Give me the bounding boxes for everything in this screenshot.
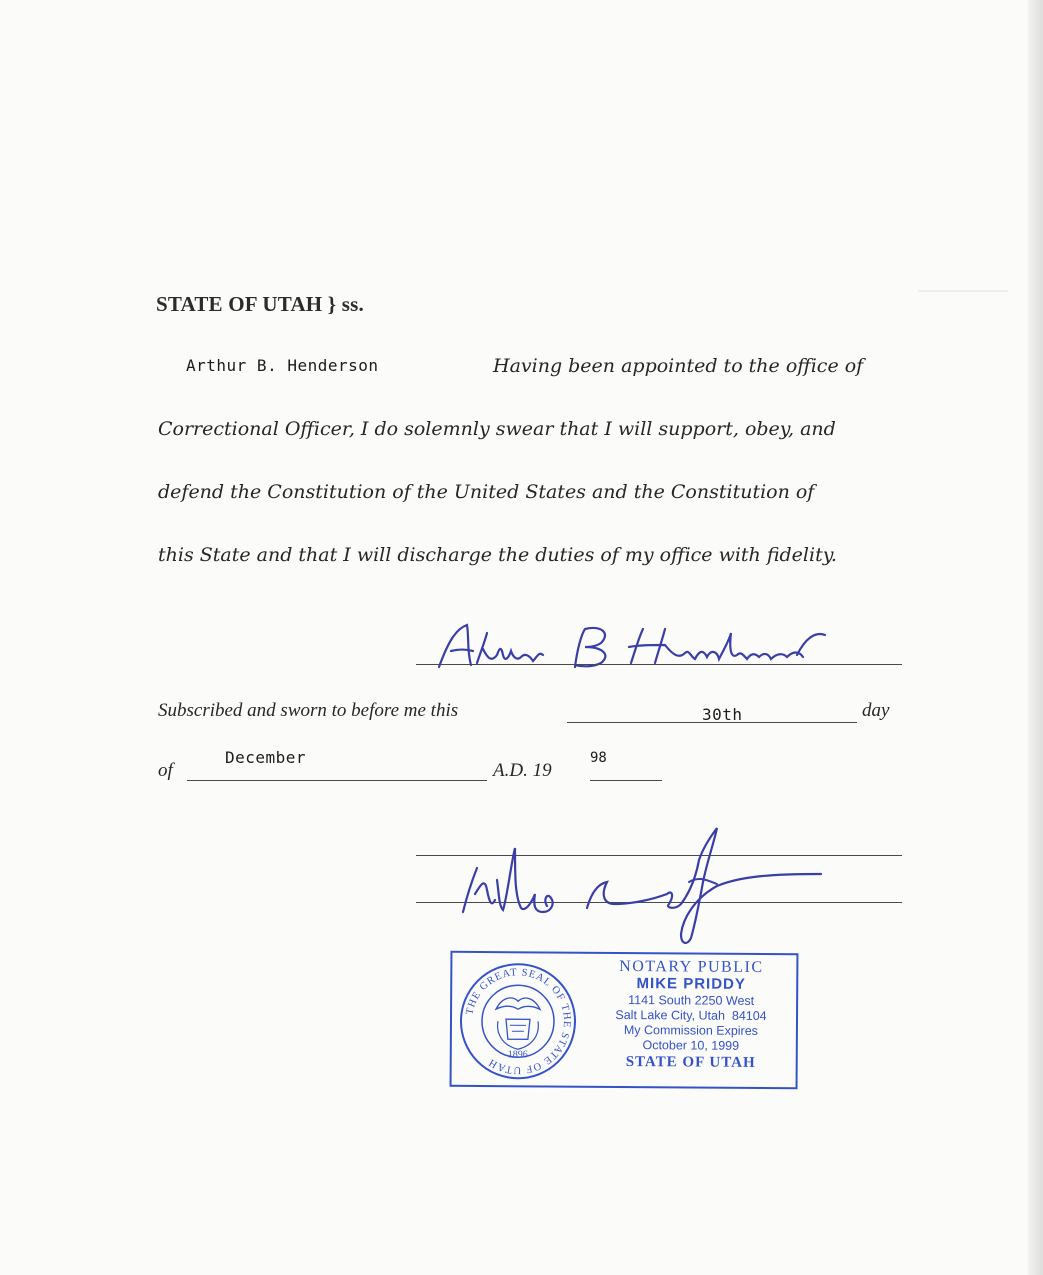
stamp-address-1: 1141 South 2250 West — [628, 993, 755, 1008]
stamp-title: NOTARY PUBLIC — [619, 957, 764, 976]
year-prefix: A.D. 19 — [493, 760, 552, 781]
stamp-text-block — [588, 958, 795, 1073]
page-edge — [1028, 0, 1043, 1275]
day-value: 30th — [702, 705, 743, 724]
oath-line-4: this State and that I will discharge the duties of my office with fidelity. — [158, 544, 837, 566]
affiant-signature — [425, 615, 895, 675]
notary-signature — [455, 820, 835, 950]
stamp-state: STATE OF UTAH — [625, 1054, 756, 1071]
seal-ring-text: THE GREAT SEAL OF THE STATE OF UTAH — [464, 967, 573, 1076]
of-word: of — [158, 760, 173, 781]
seal-year: 1896 — [507, 1049, 528, 1061]
day-word: day — [862, 700, 890, 721]
stamp-address-2: Salt Lake City, Utah 84104 — [615, 1007, 767, 1023]
month-value: December — [225, 748, 307, 767]
notary-stamp — [450, 951, 799, 1089]
affiant-name: Arthur B. Henderson — [186, 356, 379, 375]
stamp-commission-1: My Commission Expires — [623, 1022, 759, 1038]
year-value: 98 — [590, 750, 607, 766]
stamp-commission-2: October 10, 1999 — [642, 1038, 740, 1053]
oath-line-2: Correctional Officer, I do solemnly swear that I will support, obey, and — [158, 418, 836, 440]
jurat-prefix: Subscribed and sworn to before me this — [158, 700, 459, 721]
stamp-notary-name: MIKE PRIDDY — [636, 975, 746, 993]
affiant-signature-line — [416, 664, 902, 665]
bleed-through-mark — [918, 258, 1008, 292]
month-line — [187, 780, 487, 781]
state-seal-icon — [458, 961, 579, 1082]
oath-line-1: Having been appointed to the office of — [493, 355, 864, 377]
oath-line-3: defend the Constitution of the United States and the Constitution of — [158, 481, 815, 503]
year-line — [590, 780, 662, 781]
venue-heading: STATE OF UTAH } ss. — [156, 292, 364, 316]
